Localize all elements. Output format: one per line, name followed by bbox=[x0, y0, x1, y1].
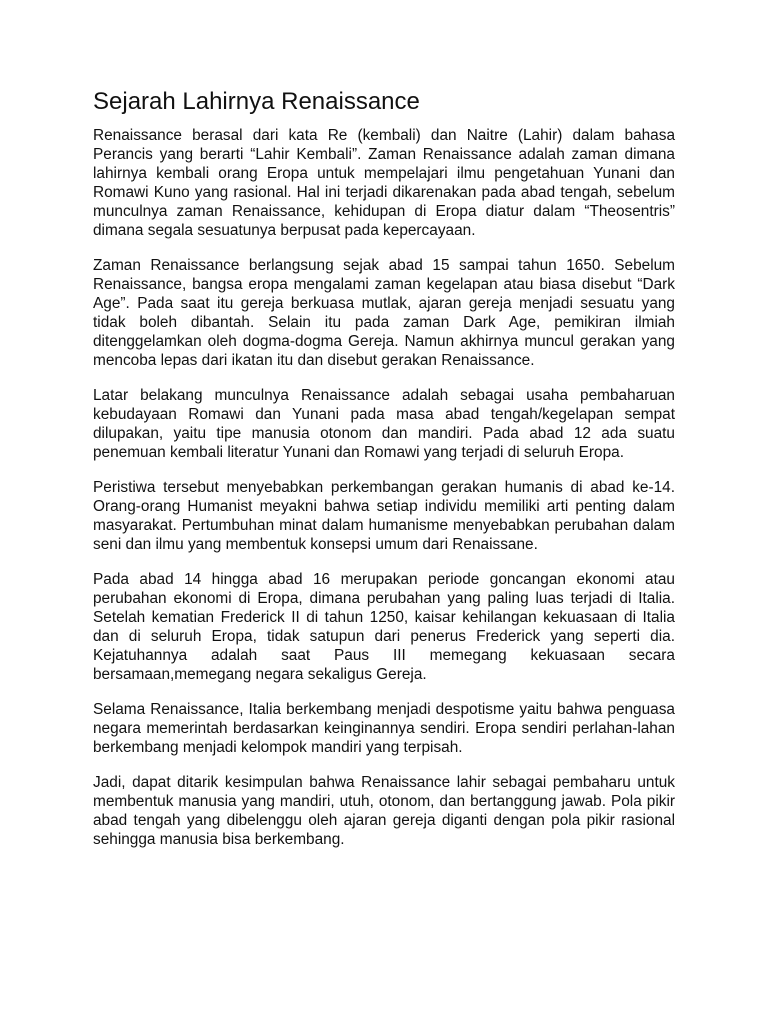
document-title: Sejarah Lahirnya Renaissance bbox=[93, 88, 420, 115]
paragraph-7: Jadi, dapat ditarik kesimpulan bahwa Renaissance lahir sebagai pembaharu untuk membentuk manusia yang mandiri, utuh, otonom, dan bertanggung jawab. Pola pikir abad tengah yang dibelenggu oleh ajaran gereja diganti dengan pola pikir rasional sehingga manusia bisa berkembang. bbox=[93, 774, 675, 848]
paragraph-1: Renaissance berasal dari kata Re (kembali) dan Naitre (Lahir) dalam bahasa Perancis yang berarti “Lahir Kembali”. Zaman Renaissance adalah zaman dimana lahirnya kembali orang Eropa untuk mempelajari ilmu pengetahuan Yunani dan Romawi Kuno yang rasional. Hal ini terjadi dikarenakan pada abad tengah, sebelum munculnya zaman Renaissance, kehidupan di Eropa diatur dalam “Theosentris” dimana segala sesuatunya berpusat pada kepercayaan. bbox=[93, 127, 675, 239]
paragraph-2: Zaman Renaissance berlangsung sejak abad 15 sampai tahun 1650. Sebelum Renaissance, bangsa eropa mengalami zaman kegelapan atau biasa disebut “Dark Age”. Pada saat itu gereja berkuasa mutlak, ajaran gereja menjadi sesuatu yang tidak boleh dibantah. Selain itu pada zaman Dark Age, pemikiran ilmiah ditenggelamkan oleh dogma-dogma Gereja. Namun akhirnya muncul gerakan yang mencoba lepas dari ikatan itu dan disebut gerakan Renaissance. bbox=[93, 257, 675, 369]
paragraph-4: Peristiwa tersebut menyebabkan perkembangan gerakan humanis di abad ke-14. Orang-orang Humanist meyakni bahwa setiap individu memiliki arti penting dalam masyarakat. Pertumbuhan minat dalam humanisme menyebabkan perubahan dalam seni dan ilmu yang membentuk konsepsi umum dari Renaissane. bbox=[93, 479, 675, 553]
paragraph-5: Pada abad 14 hingga abad 16 merupakan periode goncangan ekonomi atau perubahan ekonomi di Eropa, dimana perubahan yang paling luas terjadi di Italia. Setelah kematian Frederick II di tahun 1250, kaisar kehilangan kekuasaan di Italia dan di seluruh Eropa, tidak satupun dari penerus Frederick yang seperti dia. Kejatuhannya adalah saat Paus III memegang kekuasaan secara bersamaan,memegang negara sekaligus Gereja. bbox=[93, 571, 675, 683]
paragraph-3: Latar belakang munculnya Renaissance adalah sebagai usaha pembaharuan kebudayaan Romawi dan Yunani pada masa abad tengah/kegelapan sempat dilupakan, yaitu tipe manusia otonom dan mandiri. Pada abad 12 ada suatu penemuan kembali literatur Yunani dan Romawi yang terjadi di seluruh Eropa. bbox=[93, 387, 675, 461]
paragraph-6: Selama Renaissance, Italia berkembang menjadi despotisme yaitu bahwa penguasa negara memerintah berdasarkan keinginannya sendiri. Eropa sendiri perlahan-lahan berkembang menjadi kelompok mandiri yang terpisah. bbox=[93, 701, 675, 756]
document-page bbox=[93, 88, 675, 865]
